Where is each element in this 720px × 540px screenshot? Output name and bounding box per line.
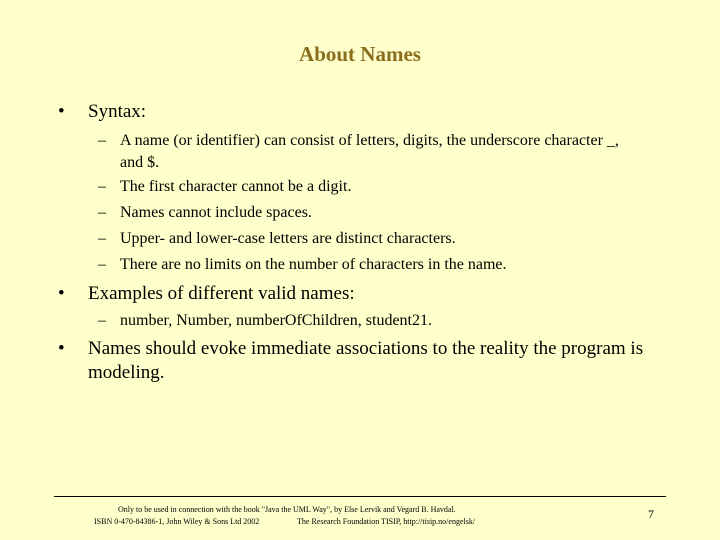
sub-item-text: Names cannot include spaces. — [120, 204, 312, 221]
footer-publisher: The Research Foundation TISIP, http://tisip.no/engelsk/ — [297, 517, 476, 526]
sub-marker: – — [98, 256, 106, 273]
sub-item-text: There are no limits on the number of characters in the name. — [120, 256, 507, 273]
sub-marker: – — [98, 178, 106, 195]
sub-item-text: A name (or identifier) can consist of letters, digits, the underscore character _, and $. — [120, 132, 619, 171]
footer-isbn: ISBN 0-470-84386-1, John Wiley & Sons Ltd 2002 — [94, 517, 260, 526]
sub-item-text: number, Number, numberOfChildren, student21. — [120, 312, 432, 329]
sub-marker: – — [98, 230, 106, 247]
sub-item-text: Upper- and lower-case letters are distinct characters. — [120, 230, 456, 247]
bullet-marker: • — [58, 101, 65, 122]
bullet-marker: • — [58, 338, 65, 359]
sub-marker: – — [98, 132, 106, 149]
bullet-text: Names should evoke immediate associations to the reality the program is modeling. — [88, 338, 644, 383]
bullet-marker: • — [58, 283, 65, 304]
sub-marker: – — [98, 312, 106, 329]
sub-marker: – — [98, 204, 106, 221]
footer-credit: Only to be used in connection with the book "Java the UML Way", by Else Lervik and Vegard B. Havdal. — [118, 505, 456, 514]
slide-title: About Names — [299, 42, 421, 66]
bullet-text: Syntax: — [88, 101, 147, 122]
sub-item-text: The first character cannot be a digit. — [120, 178, 352, 195]
page-number: 7 — [648, 507, 654, 521]
bullet-text: Examples of different valid names: — [88, 283, 355, 304]
footer-divider — [54, 496, 666, 497]
